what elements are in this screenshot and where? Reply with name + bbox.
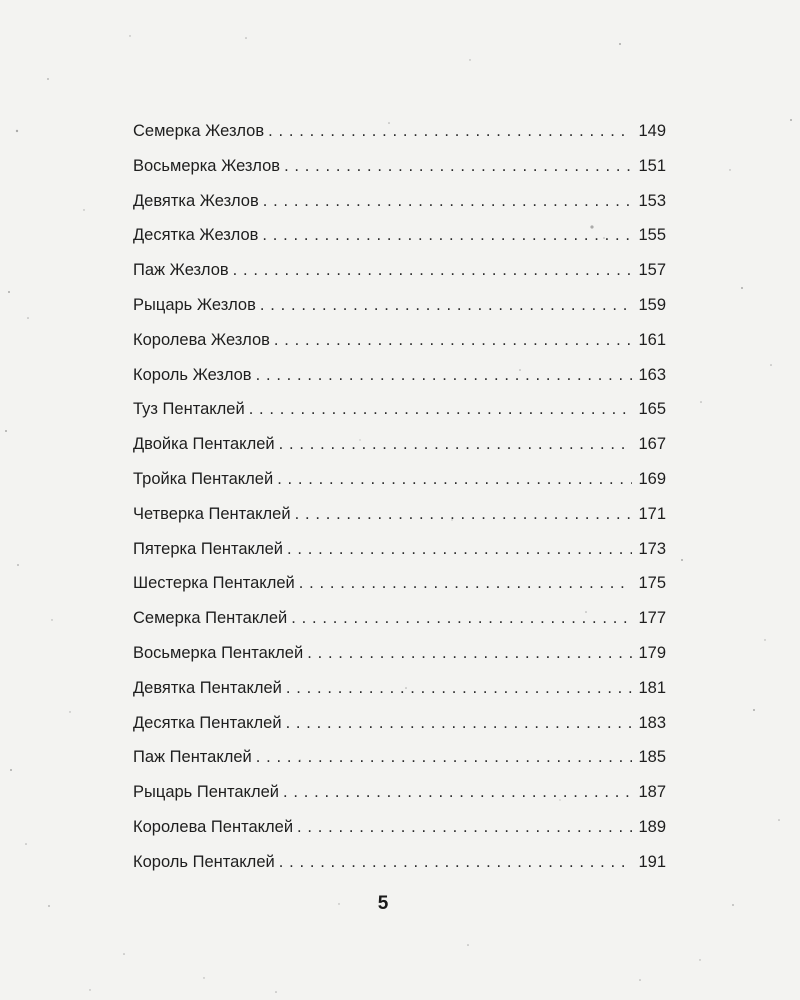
toc-entry bbox=[133, 775, 666, 810]
toc-entry-title: Шестерка Пентаклей bbox=[133, 574, 295, 593]
toc-dot-leader bbox=[268, 114, 632, 149]
toc-entry-title: Девятка Пентаклей bbox=[133, 678, 282, 697]
toc-entry bbox=[133, 671, 666, 706]
toc-entry bbox=[133, 532, 666, 567]
toc-entry bbox=[133, 462, 666, 497]
toc-dot-leader bbox=[262, 218, 632, 253]
toc-entry-page: 157 bbox=[638, 261, 666, 280]
toc-entry-title: Рыцарь Жезлов bbox=[133, 295, 256, 314]
toc-entry-title: Паж Пентаклей bbox=[133, 748, 252, 767]
table-of-contents bbox=[133, 114, 666, 880]
toc-dot-leader bbox=[287, 532, 632, 567]
toc-entry-page: 187 bbox=[638, 783, 666, 802]
toc-dot-leader bbox=[277, 462, 632, 497]
toc-entry-page: 181 bbox=[638, 678, 666, 697]
toc-entry-title: Десятка Пентаклей bbox=[133, 713, 282, 732]
toc-dot-leader bbox=[274, 323, 632, 358]
toc-dot-leader bbox=[256, 358, 632, 393]
toc-entry-page: 163 bbox=[638, 365, 666, 384]
toc-entry-page: 149 bbox=[638, 122, 666, 140]
toc-entry bbox=[133, 706, 666, 741]
toc-entry-page: 173 bbox=[638, 539, 666, 558]
toc-entry-page: 177 bbox=[638, 609, 666, 628]
toc-entry-title: Восьмерка Жезлов bbox=[133, 156, 281, 175]
toc-entry-title: Двойка Пентаклей bbox=[133, 435, 275, 454]
toc-dot-leader bbox=[283, 775, 632, 810]
toc-entry-page: 179 bbox=[638, 643, 666, 662]
toc-entry-title: Паж Жезлов bbox=[133, 261, 229, 280]
toc-entry bbox=[133, 427, 666, 462]
toc-entry-title: Королева Жезлов bbox=[133, 330, 270, 349]
toc-entry-page: 151 bbox=[638, 156, 666, 175]
toc-entry bbox=[133, 392, 666, 427]
toc-entry-page: 153 bbox=[638, 191, 666, 210]
toc-entry-title: Король Жезлов bbox=[133, 365, 252, 384]
toc-dot-leader bbox=[256, 740, 632, 775]
toc-entry-page: 167 bbox=[638, 435, 666, 454]
toc-dot-leader bbox=[249, 392, 632, 427]
toc-entry bbox=[133, 740, 666, 775]
toc-entry bbox=[133, 601, 666, 636]
toc-dot-leader bbox=[291, 601, 632, 636]
toc-entry-page: 189 bbox=[638, 817, 666, 836]
toc-entry bbox=[133, 323, 666, 358]
toc-entry-title: Рыцарь Пентаклей bbox=[133, 783, 279, 802]
toc-entry bbox=[133, 636, 666, 671]
toc-dot-leader bbox=[233, 253, 632, 288]
toc-entry bbox=[133, 810, 666, 845]
toc-dot-leader bbox=[284, 149, 632, 184]
toc-entry bbox=[133, 845, 666, 880]
toc-entry-page: 191 bbox=[638, 852, 666, 871]
toc-entry bbox=[133, 358, 666, 393]
toc-dot-leader bbox=[307, 636, 632, 671]
toc-dot-leader bbox=[263, 184, 632, 219]
toc-dot-leader bbox=[295, 497, 632, 532]
toc-dot-leader bbox=[286, 706, 632, 741]
toc-entry-title: Туз Пентаклей bbox=[133, 400, 245, 419]
toc-dot-leader bbox=[297, 810, 632, 845]
toc-entry-page: 165 bbox=[638, 400, 666, 419]
toc-dot-leader bbox=[299, 566, 632, 601]
toc-entry bbox=[133, 497, 666, 532]
toc-dot-leader bbox=[279, 845, 632, 880]
toc-entry-title: Семерка Пентаклей bbox=[133, 609, 288, 628]
toc-entry-title: Девятка Жезлов bbox=[133, 191, 259, 210]
toc-entry bbox=[133, 218, 666, 253]
toc-entry-page: 171 bbox=[638, 504, 666, 523]
toc-entry-page: 161 bbox=[638, 330, 666, 349]
toc-dot-leader bbox=[260, 288, 632, 323]
toc-entry-page: 169 bbox=[638, 469, 666, 488]
toc-entry-title: Восьмерка Пентаклей bbox=[133, 643, 304, 662]
toc-entry-page: 183 bbox=[638, 713, 666, 732]
toc-entry-title: Семерка Жезлов bbox=[133, 122, 265, 140]
toc-dot-leader bbox=[279, 427, 632, 462]
toc-entry-title: Пятерка Пентаклей bbox=[133, 539, 283, 558]
toc-entry bbox=[133, 566, 666, 601]
toc-entry-title: Королева Пентаклей bbox=[133, 817, 294, 836]
toc-entry bbox=[133, 149, 666, 184]
toc-entry bbox=[133, 114, 666, 149]
toc-entry bbox=[133, 184, 666, 219]
toc-dot-leader bbox=[286, 671, 632, 706]
toc-entry-page: 159 bbox=[638, 295, 666, 314]
page-number: 5 bbox=[377, 893, 389, 914]
toc-entry-title: Десятка Жезлов bbox=[133, 226, 259, 245]
toc-entry bbox=[133, 288, 666, 323]
toc-entry-page: 155 bbox=[638, 226, 666, 245]
toc-entry bbox=[133, 253, 666, 288]
toc-entry-page: 185 bbox=[638, 748, 666, 767]
toc-entry-title: Четверка Пентаклей bbox=[133, 504, 291, 523]
toc-entry-page: 175 bbox=[638, 574, 666, 593]
toc-entry-title: Тройка Пентаклей bbox=[133, 469, 274, 488]
toc-entry-title: Король Пентаклей bbox=[133, 852, 275, 871]
